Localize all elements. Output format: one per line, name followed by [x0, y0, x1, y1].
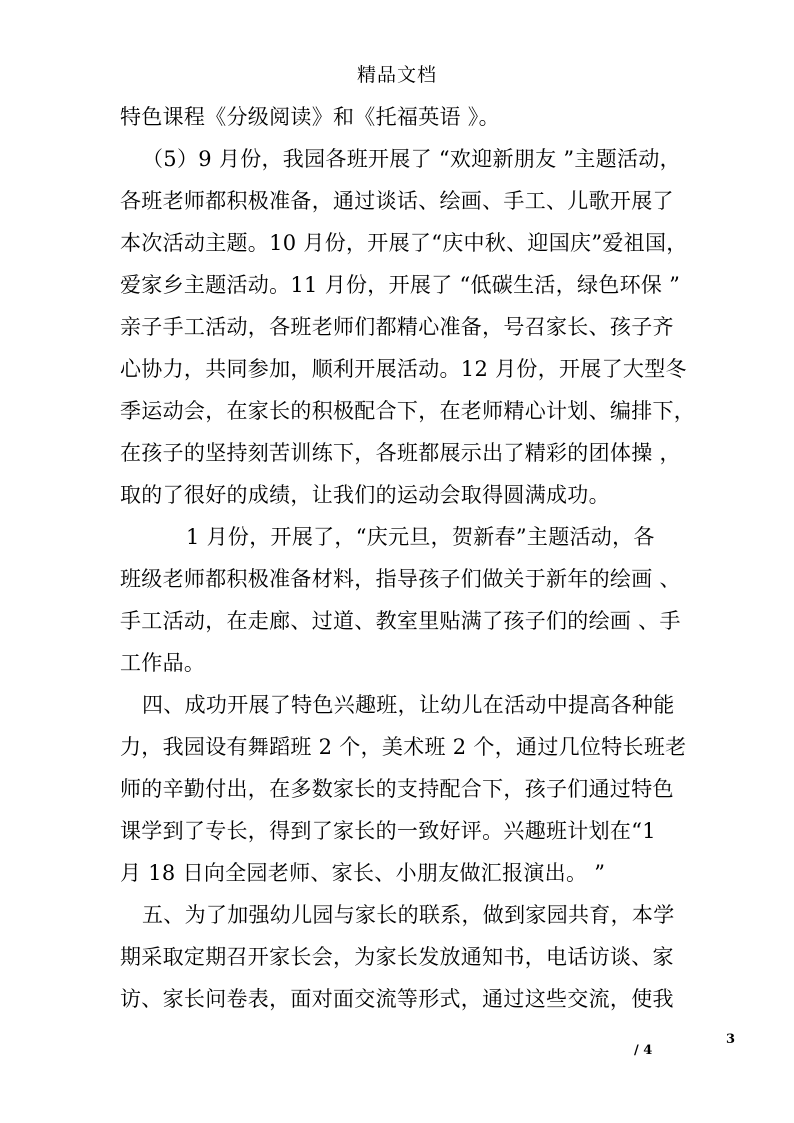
- paragraph-line: 手工活动，在走廊、过道、教室里贴满了孩子们的绘画 、手: [120, 609, 681, 633]
- page-number: 3: [726, 1032, 736, 1047]
- document-header-title: 精品文档: [356, 64, 437, 86]
- paragraph-line: 期采取定期召开家长会，为家长发放通知书，电话访谈、家: [120, 945, 674, 969]
- paragraph-line: 力，我园设有舞蹈班 2 个，美术班 2 个，通过几位特长班老: [120, 735, 687, 759]
- paragraph-line: 爱家乡主题活动。11 月份，开展了 “低碳生活，绿色环保 ”: [120, 273, 681, 297]
- paragraph-line: 各班老师都积极准备，通过谈话、绘画、手工、儿歌开展了: [120, 189, 674, 213]
- paragraph-line: 师的辛勤付出，在多数家长的支持配合下，孩子们通过特色: [120, 777, 674, 801]
- paragraph-line: 工作品。: [120, 651, 206, 675]
- paragraph-line: 四、成功开展了特色兴趣班，让幼儿在活动中提高各种能: [142, 693, 675, 717]
- paragraph-line: 特色课程《分级阅读》和《托福英语 》。: [120, 105, 500, 129]
- paragraph-line: 亲子手工活动，各班老师们都精心准备，号召家长、孩子齐: [120, 315, 674, 339]
- paragraph-line: 本次活动主题。10 月份，开展了“庆中秋、迎国庆”爱祖国，: [120, 231, 688, 255]
- paragraph-line: 五、为了加强幼儿园与家长的联系，做到家园共育，本学: [142, 903, 675, 927]
- paragraph-line: 季运动会，在家长的积极配合下，在老师精心计划、编排下，: [120, 399, 696, 423]
- paragraph-line: 1 月份，开展了，“庆元旦，贺新春”主题活动，各: [186, 525, 655, 549]
- paragraph-line: （5）9 月份，我园各班开展了 “欢迎新朋友 ”主题活动，: [142, 147, 681, 171]
- paragraph-line: 在孩子的坚持刻苦训练下，各班都展示出了精彩的团体操 ，: [120, 441, 681, 465]
- paragraph-line: 课学到了专长，得到了家长的一致好评。兴趣班计划在“1: [120, 819, 656, 843]
- paragraph-line: 取的了很好的成绩，让我们的运动会取得圆满成功。: [120, 483, 610, 507]
- paragraph-line: 月 18 日向全园老师、家长、小朋友做汇报演出。 ”: [120, 861, 606, 885]
- paragraph-line: 班级老师都积极准备材料，指导孩子们做关于新年的绘画 、: [120, 567, 681, 591]
- page-total: / 4: [634, 1043, 653, 1058]
- paragraph-line: 访、家长问卷表，面对面交流等形式，通过这些交流，使我: [120, 987, 674, 1011]
- paragraph-line: 心协力，共同参加，顺利开展活动。12 月份，开展了大型冬: [120, 357, 687, 381]
